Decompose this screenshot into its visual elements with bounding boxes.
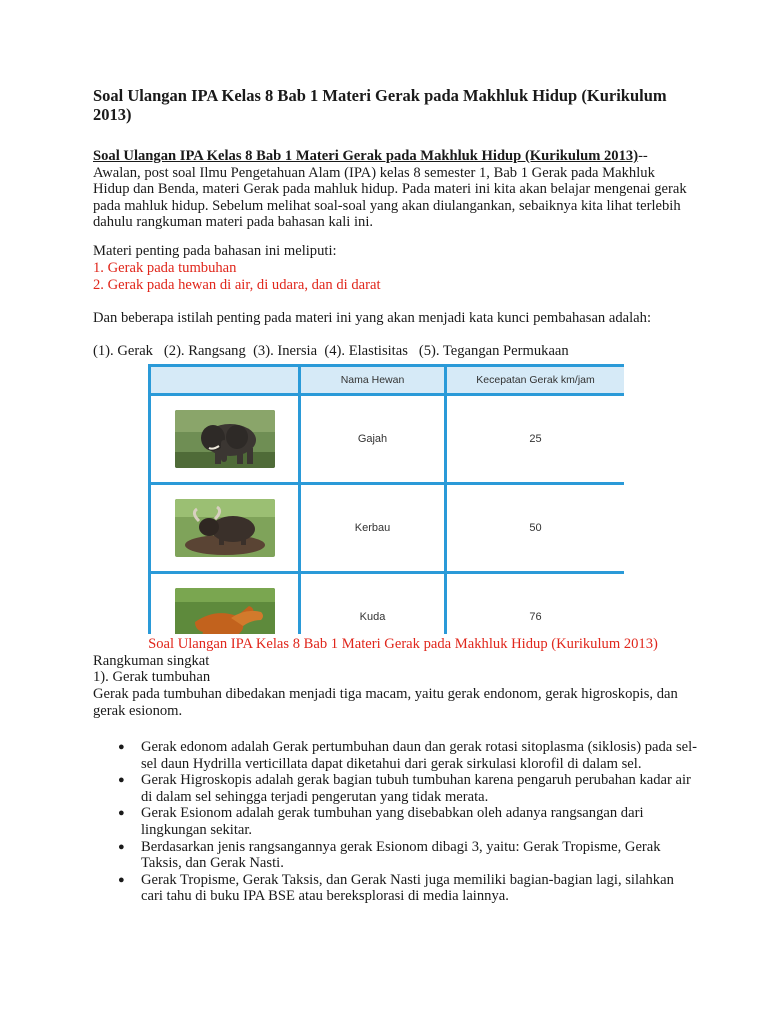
intro-link[interactable]: Soal Ulangan IPA Kelas 8 Bab 1 Materi Gerak pada Makhluk Hidup (Kurikulum 2013) xyxy=(93,148,639,164)
materi-item-1: 1. Gerak pada tumbuhan xyxy=(93,260,237,276)
table-header-animal: Nama Hewan xyxy=(300,366,446,395)
table-header-speed: Kecepatan Gerak km/jam xyxy=(446,366,625,395)
animal-name: Gajah xyxy=(300,395,446,484)
bullet-dot-icon: ● xyxy=(118,741,125,753)
table-header-image xyxy=(150,366,300,395)
table-caption: Soal Ulangan IPA Kelas 8 Bab 1 Materi Gerak pada Makhluk Hidup (Kurikulum 2013) xyxy=(148,636,658,652)
list-item: ● Gerak Higroskopis adalah gerak bagian tubuh tumbuhan karena pengaruh perubahan kadar air di dalam sel sehingga terjadi pengerutan yang tidak merata. xyxy=(118,772,691,805)
bullet-dot-icon: ● xyxy=(118,840,125,853)
page-title: Soal Ulangan IPA Kelas 8 Bab 1 Materi Gerak pada Makhluk Hidup (Kurikulum 2013) xyxy=(93,86,667,124)
rangkuman-sub: 1). Gerak tumbuhan xyxy=(93,669,211,685)
animal-speed-table xyxy=(148,364,624,634)
buffalo-photo xyxy=(175,499,275,557)
intro-paragraph xyxy=(93,148,693,231)
table-row xyxy=(150,395,625,484)
table-header-row xyxy=(150,366,625,395)
animal-name: Kerbau xyxy=(300,484,446,573)
animal-name: Kuda xyxy=(300,573,446,635)
materi-item-2: 2. Gerak pada hewan di air, di udara, dan di darat xyxy=(93,277,381,293)
intro-body: --Awalan, post soal Ilmu Pengetahuan Alam (IPA) kelas 8 semester 1, Bab 1 Gerak pada Makhluk Hidup dan Benda, materi Gerak pada mahluk hidup. Pada materi ini kita akan belajar mengenai gerak pada mahluk hidup. Sebelum melihat soal-soal yang akan diulangankan, sebaiknya kita lihat terlebih dahulu rangkuman materi pada bahasan kali ini. xyxy=(93,148,687,231)
bullet-list xyxy=(118,739,698,905)
istilah-terms: (1). Gerak (2). Rangsang (3). Inersia (4). Elastisitas (5). Tegangan Permukaan xyxy=(93,343,569,359)
list-item: ● Gerak Tropisme, Gerak Taksis, dan Gerak Nasti juga memiliki bagian-bagian lagi, silahkan cari tahu di buku IPA BSE atau bereksplorasi di media lainnya. xyxy=(118,871,674,905)
list-item: ● Gerak Esionom adalah gerak tumbuhan yang disebabkan oleh adanya rangsangan dari lingkungan sekitar. xyxy=(118,805,644,838)
animal-speed: 25 xyxy=(446,395,625,484)
bullet-dot-icon: ● xyxy=(118,774,125,787)
buffalo-photo-cell xyxy=(150,484,300,573)
animal-speed: 50 xyxy=(446,484,625,573)
table-row xyxy=(150,484,625,573)
materi-heading: Materi penting pada bahasan ini meliputi: xyxy=(93,243,337,259)
horse-photo-cell xyxy=(150,573,300,635)
horse-photo xyxy=(175,588,275,634)
istilah-intro: Dan beberapa istilah penting pada materi ini yang akan menjadi kata kunci pembahasan adalah: xyxy=(93,310,651,326)
elephant-photo-cell xyxy=(150,395,300,484)
list-item: ● Berdasarkan jenis rangsangannya gerak Esionom dibagi 3, yaitu: Gerak Tropisme, Gerak Taksis, dan Gerak Nasti. xyxy=(118,838,661,872)
bullet-dot-icon: ● xyxy=(118,873,125,886)
list-item: ● Gerak edonom adalah Gerak pertumbuhan daun dan gerak rotasi sitoplasma (siklosis) pada sel-sel daun Hydrilla verticillata dapat diketahui dari gerak sirkulasi klorofil di dalam sel. xyxy=(118,739,698,772)
table-row xyxy=(150,573,625,635)
animal-speed: 76 xyxy=(446,573,625,635)
elephant-photo xyxy=(175,410,275,468)
rangkuman-heading: Rangkuman singkat xyxy=(93,653,210,669)
bullet-dot-icon: ● xyxy=(118,807,125,820)
rangkuman-text: Gerak pada tumbuhan dibedakan menjadi tiga macam, yaitu gerak endonom, gerak higroskopis, dan gerak esionom. xyxy=(93,686,678,719)
